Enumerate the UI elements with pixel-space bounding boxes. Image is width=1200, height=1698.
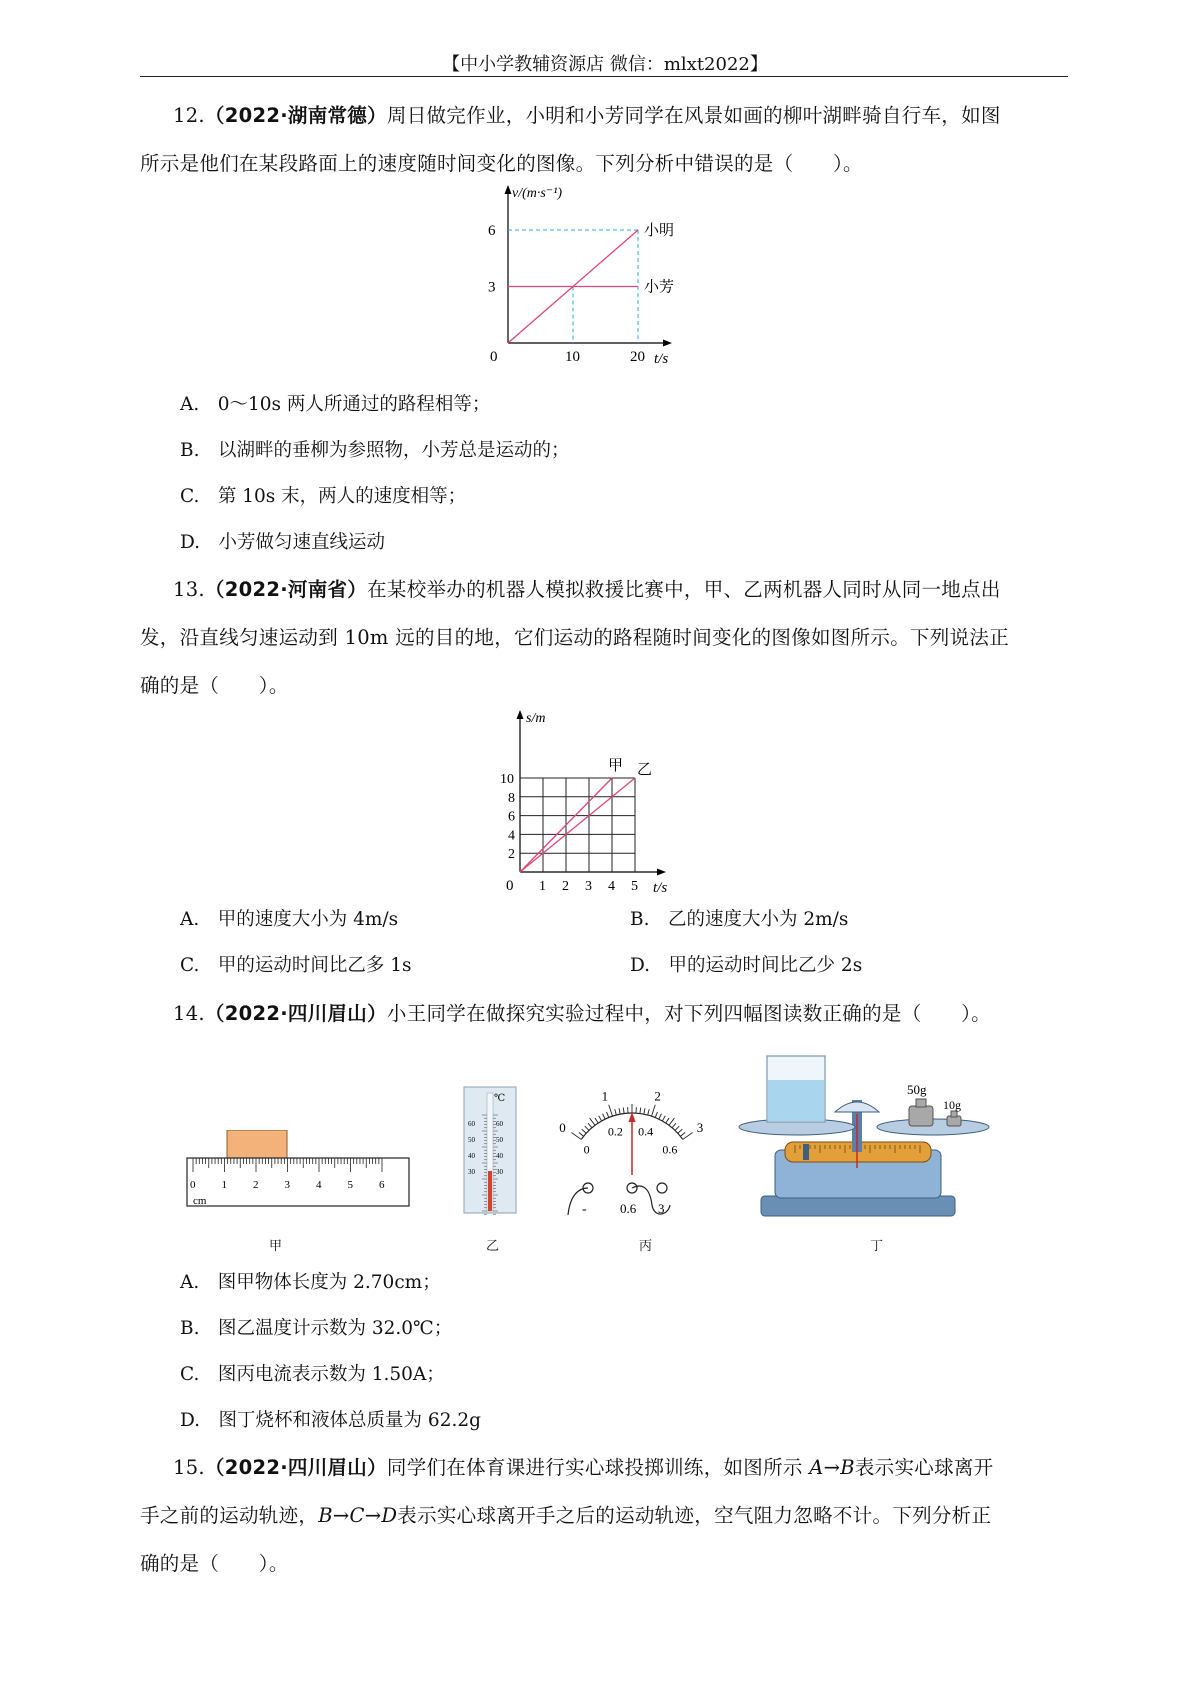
- q15-path-ab: A→B: [809, 1456, 855, 1479]
- q13-distance-chart: [500, 708, 730, 893]
- q13-stem-line1: 在某校举办的机器人模拟救援比赛中，甲、乙两机器人同时从同一地点出: [367, 578, 1001, 601]
- ammeter-tick: [652, 1105, 656, 1116]
- ammeter-tick: [662, 1116, 665, 1121]
- ammeter-tick: [609, 1105, 613, 1116]
- thermo-label-right-2: 40: [496, 1152, 503, 1160]
- q13-x-tick-4: 5: [631, 879, 638, 893]
- q12-stem: [140, 92, 1070, 188]
- q13-x-tick-1: 2: [562, 879, 569, 893]
- q13-series-line-1: [520, 778, 635, 872]
- ammeter-outer-1: 1: [601, 1088, 609, 1104]
- ruler-label-4: 4: [316, 1179, 322, 1191]
- thermo-label-left-0: 60: [468, 1120, 475, 1128]
- ruler-label-3: 3: [284, 1179, 290, 1191]
- q13-option-c: C. 甲的运动时间比乙多 1s: [180, 955, 412, 976]
- ammeter-tick: [588, 1123, 592, 1128]
- caption-jia: 甲: [269, 1239, 283, 1254]
- q12-stem-line2: 所示是他们在某段路面上的速度随时间变化的图像。下列分析中错误的是（ ）。: [140, 152, 863, 175]
- thermometer-figure: [460, 1085, 520, 1215]
- thermo-label-right-1: 50: [496, 1136, 503, 1144]
- q15-path-bcd: B→C→D: [318, 1504, 398, 1527]
- q15-stem-line2a: 手之前的运动轨迹，: [140, 1504, 319, 1527]
- ammeter-tick: [678, 1129, 682, 1133]
- q12-x-tick-1: 20: [630, 349, 645, 365]
- terminal-label-06: 0.6: [620, 1201, 637, 1216]
- q13-x-tick-0: 1: [539, 879, 546, 893]
- ammeter-inner-3: 0.6: [662, 1142, 678, 1157]
- ammeter-tick: [640, 1108, 641, 1114]
- terminal-label-3: 3: [658, 1201, 665, 1216]
- q13-y-arrow: [517, 710, 524, 719]
- q12-stem-line1: 周日做完作业，小明和小芳同学在风景如画的柳叶湖畔骑自行车，如图: [386, 104, 1001, 127]
- ammeter-tick: [680, 1133, 685, 1137]
- q13-stem-line3: 确的是（ ）。: [140, 674, 289, 697]
- ammeter-tick: [582, 1129, 586, 1133]
- ammeter-inner-1: 0.2: [607, 1124, 623, 1139]
- q15-stem: [140, 1444, 1070, 1588]
- q13-option-b: B. 乙的速度大小为 2m/s: [630, 909, 849, 930]
- q14-option-c: C. 图丙电流表示数为 1.50A；: [180, 1364, 445, 1385]
- ammeter-figure: [530, 1070, 730, 1220]
- ammeter-tick: [675, 1126, 679, 1130]
- q12-y-arrow: [505, 185, 512, 194]
- ammeter-outer-2: 2: [654, 1088, 661, 1104]
- q13-stem-line2: 发，沿直线匀速运动到 10m 远的目的地，它们运动的路程随时间变化的图像如图所示。下列说法正: [140, 626, 1010, 649]
- ammeter-outer-0: 0: [559, 1119, 566, 1135]
- q12-option-b: B. 以湖畔的垂柳为参照物，小芳总是运动的；: [180, 440, 570, 461]
- q14-option-d: D. 图丁烧杯和液体总质量为 62.2g: [180, 1410, 481, 1431]
- ammeter-tick: [648, 1109, 650, 1115]
- ammeter-tick: [659, 1114, 662, 1119]
- ammeter-tick: [599, 1116, 602, 1121]
- ammeter-tick: [666, 1118, 669, 1123]
- ammeter-inner-2: 0.4: [638, 1124, 654, 1139]
- thermometer-unit: ℃: [494, 1093, 506, 1104]
- q15-number: 15.: [173, 1456, 205, 1479]
- terminal-3: [657, 1183, 667, 1193]
- q14-option-b: B. 图乙温度计示数为 32.0℃；: [180, 1318, 453, 1339]
- q13-y-tick-4: 10: [500, 772, 514, 787]
- q14-number: 14.: [173, 1002, 205, 1025]
- beaker-liquid: [768, 1080, 824, 1121]
- q13-stem: [140, 566, 1070, 710]
- terminal-label-negative: -: [582, 1202, 587, 1217]
- q12-y-label: v/(m·s⁻¹): [512, 186, 563, 201]
- q13-x-label: t/s: [653, 880, 668, 893]
- q13-origin-label: 0: [506, 878, 514, 893]
- q13-y-tick-1: 4: [508, 828, 515, 844]
- ammeter-tick: [603, 1114, 606, 1119]
- q12-origin-label: 0: [490, 349, 498, 365]
- ammeter-tick: [615, 1109, 617, 1115]
- page-header: 【中小学教辅资源店 微信：mlxt2022】: [442, 54, 768, 75]
- q12-option-a: A. 0～10s 两人所通过的路程相等；: [180, 394, 491, 415]
- caption-ding: 丁: [870, 1239, 884, 1254]
- ruler-label-1: 1: [221, 1179, 227, 1191]
- thermo-label-right-3: 30: [496, 1168, 503, 1176]
- q13-option-a: A. 甲的速度大小为 4m/s: [180, 909, 399, 930]
- ammeter-tick: [619, 1108, 620, 1114]
- q13-x-tick-3: 4: [608, 879, 615, 893]
- weight-50g-knob: [916, 1099, 926, 1107]
- ruler-body: [187, 1158, 409, 1206]
- q14-stem-line1: 小王同学在做探究实验过程中，对下列四幅图读数正确的是（ ）。: [386, 1002, 991, 1025]
- q13-series-label-0: 甲: [608, 758, 624, 774]
- q12-number: 12.: [173, 104, 205, 127]
- ammeter-tick: [607, 1112, 609, 1118]
- q12-y-tick-1: 6: [488, 223, 496, 239]
- ammeter-tick: [579, 1133, 584, 1137]
- weight-10g-label: 10g: [943, 1098, 961, 1112]
- q12-x-arrow: [663, 340, 672, 347]
- q13-y-tick-3: 8: [508, 790, 515, 806]
- q13-series-label-1: 乙: [637, 762, 653, 778]
- q13-option-d: D. 甲的运动时间比乙少 2s: [630, 955, 863, 976]
- ammeter-tick: [669, 1118, 674, 1125]
- q13-source: （2022·河南省）: [204, 578, 368, 601]
- ruler-label-6: 6: [379, 1179, 385, 1191]
- q12-series-label-1: 小芳: [644, 279, 675, 296]
- q13-y-tick-0: 2: [508, 847, 515, 863]
- ammeter-tick: [623, 1108, 624, 1114]
- q15-stem-line3: 确的是（ ）。: [140, 1552, 289, 1575]
- q15-source: （2022·四川眉山）: [204, 1456, 387, 1479]
- q12-y-tick-0: 3: [488, 279, 496, 296]
- ammeter-tick: [672, 1123, 676, 1128]
- q12-x-label: t/s: [654, 351, 669, 367]
- wooden-block: [227, 1130, 287, 1158]
- thermometer-liquid: [488, 1171, 492, 1211]
- ammeter-inner-0: 0: [583, 1142, 590, 1157]
- q12-x-tick-0: 10: [565, 349, 580, 365]
- thermo-label-right-0: 60: [496, 1120, 503, 1128]
- balance-figure: [735, 1050, 1005, 1220]
- q13-x-arrow: [657, 869, 666, 876]
- q12-option-c: C. 第 10s 末，两人的速度相等；: [180, 486, 467, 507]
- balance-dial: [835, 1102, 879, 1112]
- ammeter-tick: [595, 1118, 598, 1123]
- q12-velocity-chart: [480, 183, 740, 368]
- ammeter-outer-3: 3: [696, 1119, 704, 1135]
- ammeter-tick: [585, 1126, 589, 1130]
- q12-option-d: D. 小芳做匀速直线运动: [180, 532, 386, 553]
- q15-stem-line2b: 表示实心球离开手之后的运动轨迹，空气阻力忽略不计。下列分析正: [397, 1504, 992, 1527]
- thermo-label-left-1: 50: [468, 1136, 475, 1144]
- q14-source: （2022·四川眉山）: [204, 1002, 387, 1025]
- q14-stem: [140, 990, 1070, 1038]
- ruler-label-5: 5: [347, 1179, 353, 1191]
- thermo-label-left-2: 40: [468, 1152, 475, 1160]
- ammeter-tick: [644, 1108, 645, 1114]
- ruler-label-0: 0: [190, 1179, 196, 1191]
- q13-number: 13.: [173, 578, 205, 601]
- caption-bing: 丙: [639, 1239, 653, 1254]
- ruler-figure: [185, 1130, 415, 1210]
- q13-y-tick-2: 6: [508, 809, 515, 825]
- beam-rider: [803, 1144, 809, 1160]
- ammeter-tick: [655, 1112, 657, 1118]
- q12-source: （2022·湖南常德）: [204, 104, 387, 127]
- q15-stem-line1a: 同学们在体育课进行实心球投掷训练，如图所示: [386, 1456, 810, 1479]
- thermo-label-left-3: 30: [468, 1168, 475, 1176]
- q15-stem-line1b: 表示实心球离开: [854, 1456, 994, 1479]
- q14-option-a: A. 图甲物体长度为 2.70cm；: [180, 1272, 441, 1293]
- header-rule: [140, 76, 1068, 77]
- ruler-unit: cm: [193, 1195, 207, 1207]
- q13-y-label: s/m: [526, 711, 546, 726]
- ruler-label-2: 2: [253, 1179, 259, 1191]
- weight-50g: [909, 1106, 933, 1126]
- caption-yi: 乙: [486, 1239, 500, 1254]
- q12-series-label-0: 小明: [644, 223, 675, 239]
- q13-x-tick-2: 3: [585, 879, 592, 893]
- ammeter-tick: [590, 1118, 595, 1125]
- balance-base: [761, 1196, 955, 1216]
- weight-50g-label: 50g: [907, 1082, 927, 1097]
